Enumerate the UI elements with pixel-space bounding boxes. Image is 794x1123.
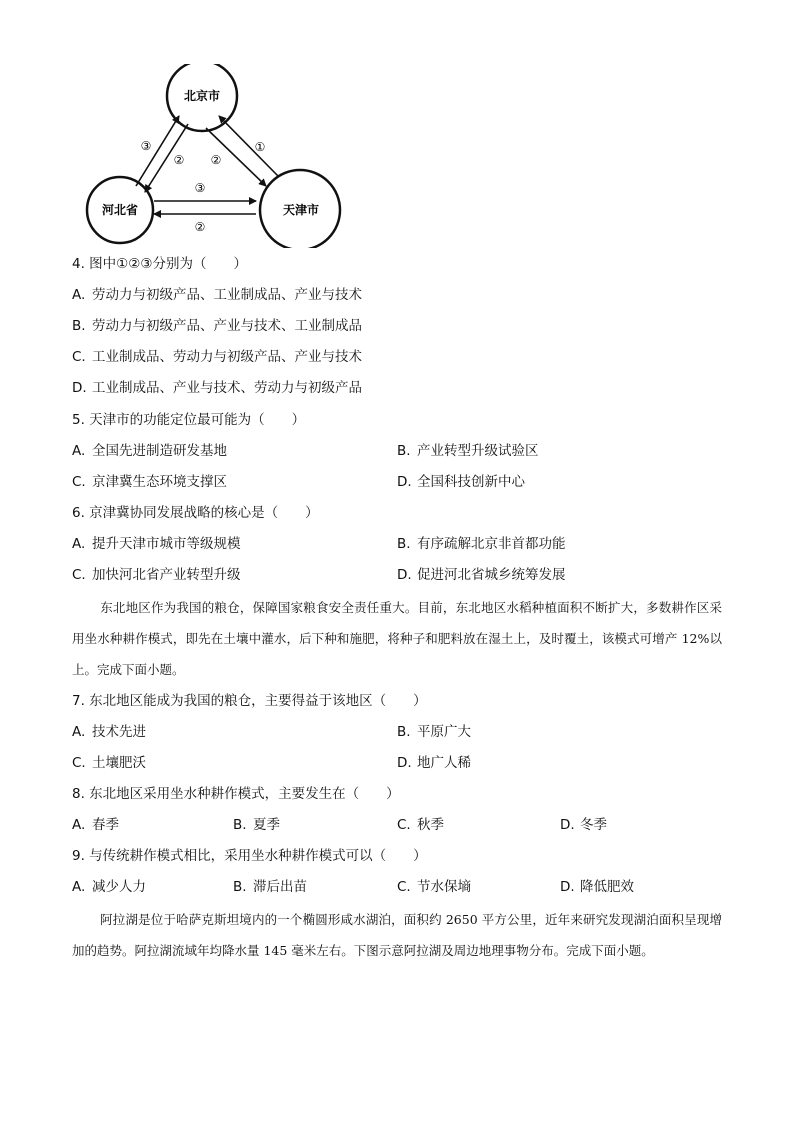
q8-option-b: [233, 815, 280, 835]
option-letter: B.: [233, 817, 247, 833]
option-letter: B.: [397, 443, 411, 459]
option-text: 土壤肥沃: [92, 755, 146, 771]
option-text: 降低肥效: [580, 879, 634, 895]
label-hebei-to-beijing: ③: [140, 139, 152, 153]
q5-option-a: [72, 441, 227, 461]
question-5-stem: 5. 天津市的功能定位最可能为（ ）: [72, 412, 306, 428]
option-letter: A.: [72, 443, 86, 459]
option-text: 春季: [92, 817, 119, 833]
q4-option-a: [72, 285, 362, 305]
q6-option-b: [397, 534, 566, 554]
option-text: 提升天津市城市等级规模: [92, 536, 241, 552]
option-text: 技术先进: [92, 724, 146, 740]
option-text: 冬季: [580, 817, 607, 833]
q7-option-a: [72, 722, 146, 742]
option-letter: C.: [72, 474, 86, 490]
node-tianjin-label: 天津市: [282, 203, 320, 217]
option-text: 节水保墒: [417, 879, 471, 895]
q8-option-d: [560, 815, 607, 835]
option-text: 促进河北省城乡统筹发展: [417, 567, 566, 583]
question-7-stem: 7. 东北地区能成为我国的粮仓，主要得益于该地区（ ）: [72, 693, 427, 709]
option-letter: B.: [233, 879, 247, 895]
option-letter: B.: [397, 536, 411, 552]
option-letter: D.: [397, 755, 412, 771]
q8-option-a: [72, 815, 119, 835]
option-letter: B.: [397, 724, 411, 740]
q6-option-c: [72, 565, 241, 585]
q8-option-c: [397, 815, 444, 835]
node-beijing-label: 北京市: [183, 89, 221, 103]
passage-northeast-text: 东北地区作为我国的粮仓，保障国家粮食安全责任重大。目前，东北地区水稻种植面积不断扩大，多数耕作区采用坐水种耕作模式，即先在土壤中灌水，后下种和施肥，将种子和肥料放在湿土上，及时覆土，该模式可增产 12%以上。完成下面小题。: [72, 600, 722, 677]
option-text: 滞后出苗: [253, 879, 307, 895]
q7-option-b: [397, 722, 471, 742]
option-letter: A.: [72, 817, 86, 833]
q5-option-c: [72, 472, 227, 492]
q9-option-c: [397, 877, 471, 897]
question-9-stem: 9. 与传统耕作模式相比，采用坐水种耕作模式可以（ ）: [72, 848, 427, 864]
q4-option-b: [72, 316, 362, 336]
q5-option-d: [397, 472, 525, 492]
option-text: 工业制成品、劳动力与初级产品、产业与技术: [92, 349, 362, 365]
option-text: 工业制成品、产业与技术、劳动力与初级产品: [92, 380, 362, 396]
option-letter: A.: [72, 536, 86, 552]
label-tianjin-to-beijing: ①: [254, 140, 266, 154]
option-text: 平原广大: [417, 724, 471, 740]
option-letter: C.: [72, 349, 86, 365]
q6-option-d: [397, 565, 566, 585]
label-beijing-to-hebei: ②: [173, 153, 185, 167]
diagram-svg: [84, 64, 354, 248]
option-letter: C.: [72, 755, 86, 771]
passage-alakol: [72, 904, 722, 966]
q5-option-b: [397, 441, 539, 461]
q6-option-a: [72, 534, 241, 554]
option-text: 有序疏解北京非首都功能: [417, 536, 566, 552]
option-text: 减少人力: [92, 879, 146, 895]
option-letter: D.: [560, 879, 575, 895]
option-letter: D.: [72, 380, 87, 396]
q9-option-a: [72, 877, 146, 897]
q9-option-d: [560, 877, 634, 897]
option-text: 产业转型升级试验区: [417, 443, 539, 459]
q4-option-d: [72, 378, 362, 398]
arrow-tianjin-to-beijing: [219, 116, 278, 176]
option-letter: D.: [397, 474, 412, 490]
option-letter: A.: [72, 287, 86, 303]
label-tianjin-to-hebei: ②: [194, 220, 206, 234]
option-letter: D.: [397, 567, 412, 583]
option-letter: A.: [72, 879, 86, 895]
label-hebei-to-tianjin: ③: [194, 181, 206, 195]
label-beijing-to-tianjin: ②: [210, 153, 222, 167]
q9-option-b: [233, 877, 307, 897]
option-letter: C.: [397, 879, 411, 895]
option-text: 夏季: [253, 817, 280, 833]
option-letter: C.: [397, 817, 411, 833]
question-6-stem: 6. 京津冀协同发展战略的核心是（ ）: [72, 505, 319, 521]
passage-northeast: [72, 592, 722, 685]
option-letter: C.: [72, 567, 86, 583]
option-text: 加快河北省产业转型升级: [92, 567, 241, 583]
option-text: 京津冀生态环境支撑区: [92, 474, 227, 490]
option-letter: A.: [72, 724, 86, 740]
option-text: 地广人稀: [417, 755, 471, 771]
q4-option-c: [72, 347, 362, 367]
option-letter: B.: [72, 318, 86, 334]
q7-option-d: [397, 753, 471, 773]
q7-option-c: [72, 753, 146, 773]
node-hebei-label: 河北省: [101, 203, 139, 217]
question-8-stem: 8. 东北地区采用坐水种耕作模式，主要发生在（ ）: [72, 786, 400, 802]
option-text: 全国科技创新中心: [417, 474, 525, 490]
flow-diagram: [84, 64, 354, 248]
option-letter: D.: [560, 817, 575, 833]
option-text: 劳动力与初级产品、产业与技术、工业制成品: [92, 318, 362, 334]
question-4-stem: 4. 图中①②③分别为（ ）: [72, 256, 247, 272]
option-text: 劳动力与初级产品、工业制成品、产业与技术: [92, 287, 362, 303]
option-text: 全国先进制造研发基地: [92, 443, 227, 459]
option-text: 秋季: [417, 817, 444, 833]
passage-alakol-text: 阿拉湖是位于哈萨克斯坦境内的一个椭圆形咸水湖泊，面积约 2650 平方公里，近年来研究发现湖泊面积呈现增加的趋势。阿拉湖流域年均降水量 145 毫米左右。下图示意阿拉湖及周边地理事物分布。完成下面小题。: [72, 912, 722, 958]
